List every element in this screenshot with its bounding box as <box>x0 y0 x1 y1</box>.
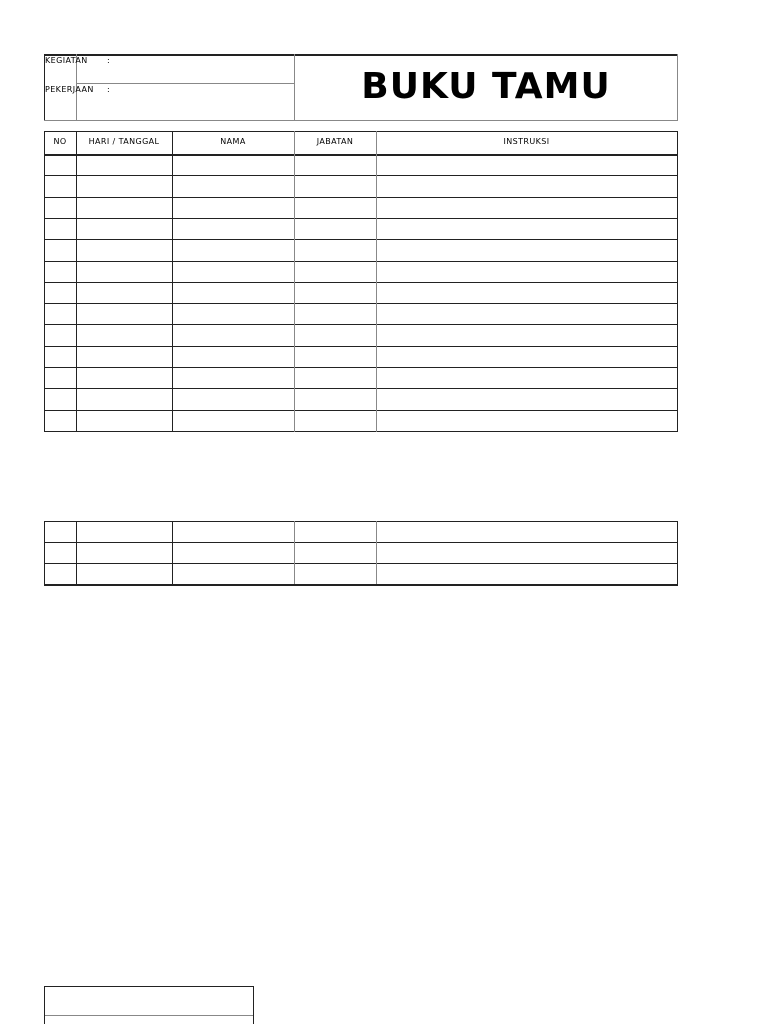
col-header-hari-tanggal: HARI / TANGGAL <box>88 137 160 146</box>
col-header-no: NO <box>53 137 67 146</box>
table-row[interactable] <box>45 411 677 431</box>
col-header-instruksi: INSTRUKSI <box>503 137 550 146</box>
table-row[interactable] <box>45 304 677 324</box>
table-row[interactable] <box>45 283 677 303</box>
page-title: BUKU TAMU <box>361 66 611 107</box>
kegiatan-separator: : <box>107 56 111 65</box>
kegiatan-label: KEGIATAN <box>45 56 88 65</box>
col-header-nama: NAMA <box>220 137 246 146</box>
table-row[interactable] <box>45 347 677 367</box>
table-row[interactable] <box>45 368 677 388</box>
table-row[interactable] <box>45 198 677 218</box>
table-row-line <box>44 431 678 432</box>
table-row[interactable] <box>45 240 677 260</box>
table-row[interactable] <box>45 155 677 175</box>
table-row[interactable] <box>45 325 677 345</box>
pekerjaan-label: PEKERJAAN <box>45 85 94 94</box>
table-row[interactable] <box>45 389 677 409</box>
table-row[interactable] <box>45 176 677 196</box>
pekerjaan-separator: : <box>107 85 111 94</box>
table-row[interactable] <box>45 262 677 282</box>
col-header-jabatan: JABATAN <box>316 137 354 146</box>
pekerjaan-field[interactable] <box>112 85 290 115</box>
table-row[interactable] <box>45 219 677 239</box>
kegiatan-field[interactable] <box>112 56 290 80</box>
